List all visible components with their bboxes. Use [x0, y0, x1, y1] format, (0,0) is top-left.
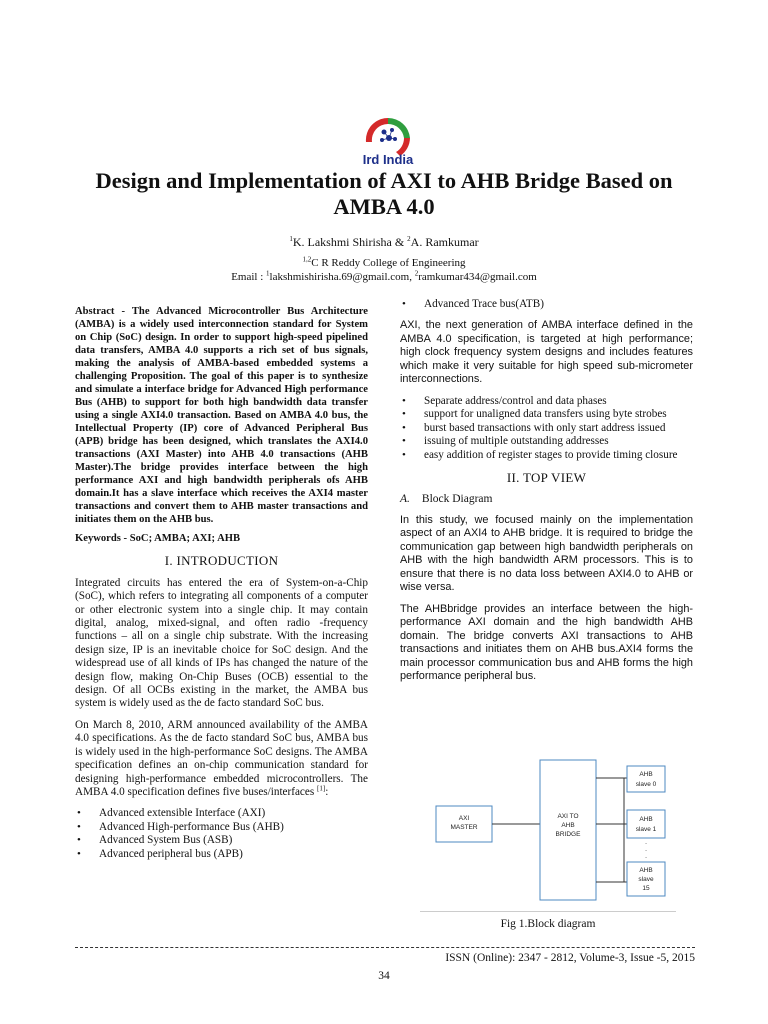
bridge-label: AHB: [561, 822, 575, 829]
email-superscript: 2: [414, 269, 419, 278]
citation-ref: [1]: [317, 784, 326, 793]
bridge-label: AXI TO: [557, 813, 579, 820]
paragraph-colon: :: [325, 785, 329, 798]
list-item: • Advanced High-performance Bus (AHB): [75, 821, 368, 834]
list-item: • Advanced System Bus (ASB): [75, 834, 368, 847]
college-line: [60, 256, 708, 270]
list-item: • burst based transactions with only start address issued: [400, 422, 693, 435]
ellipsis-dot: .: [645, 839, 647, 846]
bridge-box: [540, 760, 596, 900]
list-item: • Advanced peripheral bus (APB): [75, 848, 368, 861]
author-2: A. Ramkumar: [410, 235, 479, 249]
author-line: [60, 235, 708, 250]
logo-text: Ird India: [362, 152, 414, 167]
college-name: C R Reddy College of Engineering: [311, 257, 466, 269]
intro-paragraph-2-text: On March 8, 2010, ARM announced availability of the AMBA 4.0 specifications. As the de facto standard SoC bus, AMBA bus is widely used in the high-performance SoC designs. The AMBA specification defines an on-chip communication standard for designing high-performance embedded microcontrollers. The AMBA 4.0 specification defines five buses/interfaces: [75, 718, 368, 798]
ahb-slave-0-box: [627, 766, 665, 792]
ahb-slave-15-label: AHB: [639, 867, 653, 874]
intro-paragraph-1: Integrated circuits has entered the era of System-on-a-Chip (SoC), which refers to integrating all components of a computer or other electronic system into a single chip. It may contain digital, analog, mixed-signal, and often radio -frequency functions – all on a single chip substrate. With the increasing design size, IP is an inevitable choice for SoC design. And the widespread use of all kinds of IPs has changed the nature of the design flow, making On-Chip Buses (OCB) essential to the design. Of all OCBs existing in the market, the AMBA bus system is widely used as the de facto standard SoC bus.: [75, 576, 368, 710]
ahb-slave-15-label: slave: [638, 876, 654, 883]
affil-superscript: 1,2: [302, 255, 312, 264]
email-label: Email :: [231, 271, 267, 283]
section-heading-top-view: II. TOP VIEW: [506, 469, 587, 485]
axi-master-label: MASTER: [450, 824, 478, 831]
paper-title: Design and Implementation of AXI to AHB Bridge Based on AMBA 4.0: [95, 168, 673, 219]
list-item: • Separate address/control and data phases: [400, 395, 693, 408]
page-number: 34: [378, 970, 390, 982]
list-item: • issuing of multiple outstanding addresses: [400, 435, 693, 448]
ahb-slave-1-label: slave 1: [635, 826, 657, 833]
ahb-slave-15-label: 15: [642, 885, 650, 892]
author-superscript: 2: [407, 235, 411, 243]
list-item: • support for unaligned data transfers using byte strobes: [400, 408, 693, 421]
intro-paragraph-2: [75, 719, 368, 799]
axi-paragraph: AXI, the next generation of AMBA interface defined in the AMBA 4.0 specification, is targeted at high performance; high clock frequency system designs and includes features which make it very suitable for high speed sub-micrometer interconnections.: [400, 319, 693, 386]
email-superscript: 1: [266, 269, 270, 278]
axi-feature-list: [400, 395, 693, 462]
left-column: [75, 305, 368, 861]
block-diagram-figure: [420, 756, 696, 906]
study-paragraph: In this study, we focused mainly on the implementation aspect of an AXI4 to AHB bridge. It is required to bridge the communication gap between high bandwidth peripherals on AHB with the high bandwidth ARM processors. This is to ensure that there is no data loss between AXI4.0 to AHB or wise versa.: [400, 513, 693, 594]
ahb-slave-0-label: slave 0: [635, 781, 657, 788]
bridge-paragraph: The AHBbridge provides an interface between the high-performance AXI domain and the high bandwidth AHB domain. The bridge converts AXI transactions to AHB transactions and initiates them on AHB bus.AXI4 forms the main processor communication bus and AHB forms the high performance peripheral bus.: [400, 602, 693, 683]
section-heading-introduction: I. INTRODUCTION: [164, 553, 279, 569]
figure-caption: Fig 1.Block diagram: [500, 918, 596, 930]
author-1: K. Lakshmi Shirisha &: [292, 235, 408, 249]
abstract: Abstract - The Advanced Microcontroller Bus Architecture (AMBA) is a widely used interconnection standard for System on Chip (SoC) design. In order to support high-speed pipelined data transfers, AMBA 4.0 supports a rich set of bus signals, making the analysis of AMBA-based embedded systems a challenging Proposition. The goal of this paper is to synthesize and simulate a interface bridge for Advanced High performance Bus (AHB) to support for both high bandwidth data transfer using a single AXI4.0 transaction. Based on AMBA 4.0 bus, the Intellectual Property (IP) core of Advanced Peripheral Bus (APB) bridge has been designed, which translates the AXI4.0 transactions (AXI Master) into AHB 4.0 transactions (AHB Master).The bridge provides interface between the high performance AXI and high bandwidth peripherals ofs AHB domain.It has a slave interface which receives the AXI4 master transactions and convert them to AHB master transactions and initiates them on the AHB bus.: [75, 306, 368, 525]
bridge-label: BRIDGE: [555, 831, 581, 838]
ellipsis-dot: .: [645, 853, 647, 860]
email-line: [60, 270, 708, 284]
issn-line: ISSN (Online): 2347 - 2812, Volume-3, Issue -5, 2015: [445, 952, 695, 964]
author-superscript: 1: [289, 235, 293, 243]
axi-master-label: AXI: [458, 815, 470, 822]
list-item: • Advanced Trace bus(ATB): [400, 298, 693, 311]
bus-list: [75, 807, 368, 861]
subsection-title: Block Diagram: [421, 493, 493, 506]
keywords: Keywords - SoC; AMBA; AXI; AHB: [75, 533, 241, 544]
ahb-slave-1-label: AHB: [639, 816, 653, 823]
subsection-heading: [400, 493, 693, 506]
bus-list-continued: [400, 298, 693, 311]
ahb-slave-0-label: AHB: [639, 771, 653, 778]
email-1: lakshmishirisha.69@gmail.com,: [269, 271, 415, 283]
right-column: [400, 296, 693, 692]
affiliation: [60, 256, 708, 284]
email-2: ramkumar434@gmail.com: [418, 271, 537, 283]
ahb-slave-1-box: [627, 810, 665, 838]
figure-divider: [420, 911, 676, 912]
list-item: • easy addition of register stages to provide timing closure: [400, 449, 693, 462]
footer-rule: [75, 947, 695, 948]
subsection-letter: A.: [400, 493, 410, 506]
list-item: • Advanced extensible Interface (AXI): [75, 807, 368, 820]
ellipsis-dot: .: [645, 846, 647, 853]
